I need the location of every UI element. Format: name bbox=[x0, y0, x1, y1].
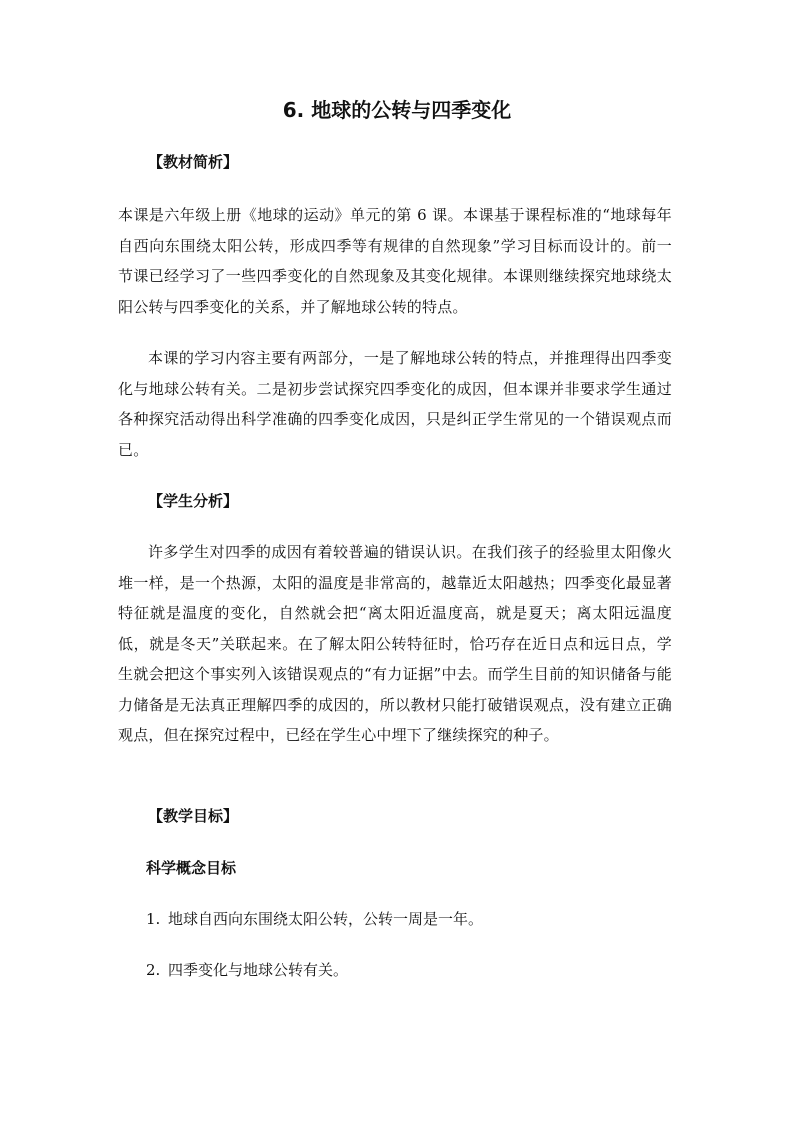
paragraph-textbook-analysis-2: 本课的学习内容主要有两部分，一是了解地球公转的特点，并推理得出四季变化与地球公转有关。二是初步尝试探究四季变化的成因，但本课并非要求学生通过各种探究活动得出科学准确的四季变化成因，只是纠正学生常见的一个错误观点而已。 bbox=[118, 349, 672, 459]
paragraph-student-analysis: 许多学生对四季的成因有着较普遍的错误认识。在我们孩子的经验里太阳像火堆一样，是一个热源，太阳的温度是非常高的，越靠近太阳越热；四季变化最显著特征就是温度的变化，自然就会把“离太阳近温度高，就是夏天；离太阳远温度低，就是冬天”关联起来。在了解太阳公转特征时，恰巧存在近日点和远日点，学生就会把这个事实列入该错误观点的“有力证据”中去。而学生目前的知识储备与能力储备是无法真正理解四季的成因的，所以教材只能打破错误观点，没有建立正确观点，但在探究过程中，已经在学生心中埋下了继续探究的种子。 bbox=[118, 543, 672, 744]
goal-list-item bbox=[146, 909, 483, 929]
goal-list-item bbox=[146, 960, 348, 980]
goal-text: 四季变化与地球公转有关。 bbox=[168, 961, 349, 979]
subheading-science-concept-goals: 科学概念目标 bbox=[146, 859, 237, 877]
section-heading-teaching-goals: 【教学目标】 bbox=[148, 807, 239, 825]
section-heading-student-analysis: 【学生分析】 bbox=[148, 492, 239, 510]
page-title: 6. 地球的公转与四季变化 bbox=[282, 98, 512, 122]
goal-number: 1. bbox=[146, 910, 161, 928]
goal-number: 2. bbox=[146, 961, 161, 979]
paragraph-textbook-analysis-1: 本课是六年级上册《地球的运动》单元的第 6 课。本课基于课程标准的“地球每年自西向东围绕太阳公转，形成四季等有规律的自然现象”学习目标而设计的。前一节课已经学习了一些四季变化的自然现象及其变化规律。本课则继续探究地球绕太阳公转与四季变化的关系，并了解地球公转的特点。 bbox=[118, 206, 672, 316]
section-heading-textbook-analysis: 【教材简析】 bbox=[148, 153, 239, 171]
goal-text: 地球自西向东围绕太阳公转，公转一周是一年。 bbox=[168, 910, 484, 928]
